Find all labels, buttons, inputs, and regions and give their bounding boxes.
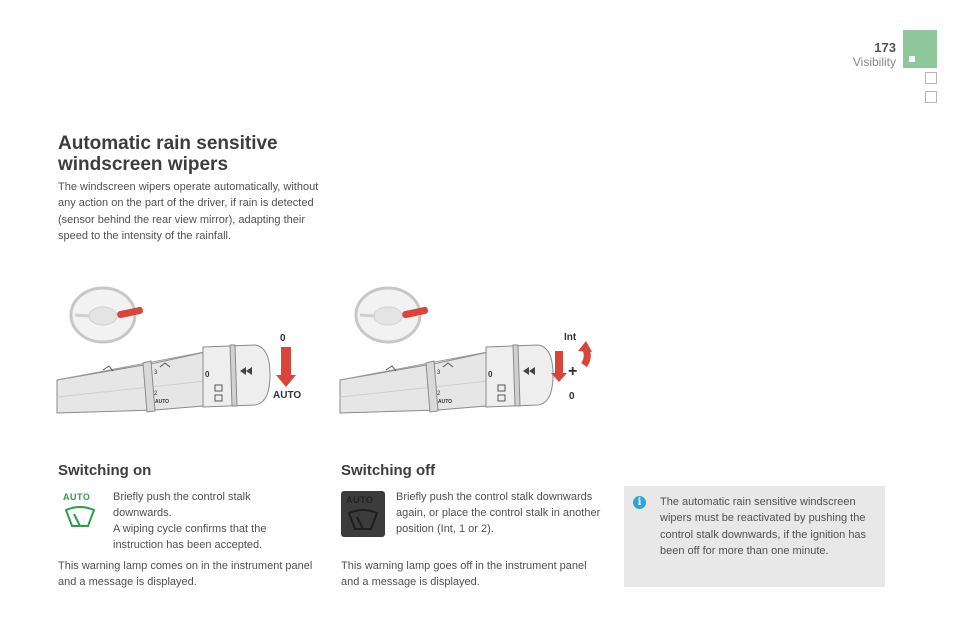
stalk-mark-auto: AUTO [155, 399, 170, 405]
position-zero-label: 0 [280, 333, 286, 344]
stalk-mark-zero: 0 [488, 370, 493, 379]
windscreen-wiper-icon [64, 506, 96, 530]
chapter-box-1 [925, 72, 937, 84]
switching-on-instruction-2: A wiping cycle confirms that the instruction has been accepted. [113, 523, 267, 551]
switching-on-note: This warning lamp comes on in the instrument panel and a message is displayed. [58, 560, 313, 588]
stalk-mark-3: 3 [437, 370, 441, 376]
info-icon: i [633, 496, 646, 509]
switching-off-instruction: Briefly push the control stalk downwards again, or place the control stalk in another position (Int, 1 or 2). [396, 491, 601, 535]
push-up-arrow [578, 341, 592, 365]
windscreen-wiper-icon-off [347, 509, 379, 533]
page-number: 173 [874, 40, 896, 55]
stalk-mark-zero: 0 [205, 370, 210, 379]
switching-on-instruction-1: Briefly push the control stalk downwards. [113, 491, 251, 519]
auto-lamp-label-off: AUTO [346, 495, 374, 505]
stalk-mark-3: 3 [154, 370, 158, 376]
intro-paragraph: The windscreen wipers operate automatically, without any action on the part of the driver, if rain is detected (sensor behind the rear view mirror), adapting their speed to the intensity of the rainfall. [58, 181, 319, 243]
position-auto-label: AUTO [273, 390, 302, 401]
position-zero-label: 0 [569, 391, 575, 402]
switching-off-note: This warning lamp goes off in the instrument panel and a message is displayed. [341, 560, 587, 588]
auto-lamp-label: AUTO [63, 492, 91, 502]
auto-wiper-warning-lamp-off [341, 491, 385, 537]
section-name: Visibility [852, 55, 896, 69]
stalk-mark-auto: AUTO [438, 399, 453, 405]
wiper-stalk-figure-off [338, 285, 608, 425]
wiper-stalk-figure-on [55, 285, 315, 425]
switching-off-heading: Switching off [341, 462, 436, 479]
plus-sign: + [568, 363, 578, 380]
info-text: The automatic rain sensitive windscreen wipers must be reactivated by pushing the control stalk downwards, if the ignition has been off for more than one minute. [660, 496, 867, 558]
position-int-label: Int [564, 332, 577, 343]
section-tab-marker [909, 56, 915, 62]
chapter-box-2 [925, 91, 937, 103]
section-tab [903, 30, 937, 68]
stalk-mark-2: 2 [437, 391, 441, 397]
page-title: Automatic rain sensitive windscreen wipers [58, 133, 278, 175]
switching-on-heading: Switching on [58, 462, 152, 479]
auto-wiper-warning-lamp-on [60, 490, 100, 534]
stalk-mark-2: 2 [154, 391, 158, 397]
push-down-arrow [276, 347, 296, 387]
